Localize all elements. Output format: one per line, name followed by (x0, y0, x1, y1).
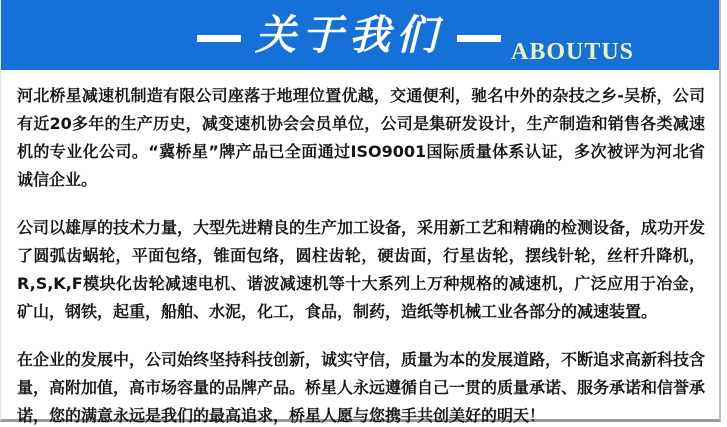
page-title-text: 关于我们 (255, 11, 443, 59)
title-dash-left: — (197, 0, 241, 74)
paragraph-company-intro: 河北桥星减速机制造有限公司座落于地理位置优越，交通便利，驰名中外的杂技之乡-吴桥，公司有近20多年的生产历史，减变速机协会会员单位，公司是集研发设计，生产制造和销售各类减速机的专业化公司。“冀桥星”牌产品已全面通过ISO9001国际质量体系认证，多次被评为河北省诚信企业。 (17, 86, 705, 189)
page-subtitle-en: ABOUTUS (511, 39, 635, 65)
paragraph-products: 公司以雄厚的技术力量，大型先进精良的生产加工设备，采用新工艺和精确的检测设备，成功开发了圆弧齿蜗轮，平面包络，锥面包络，圆柱齿轮，硬齿面，行星齿轮，摆线针轮，丝杆升降机，R,S,K,F模块化齿轮减速电机、谐波减速机等十大系列上万种规格的减速机，广泛应用于冶金，矿山，钢铁，起重，船舶、水泥，化工，食品，制药，造纸等机械工业各部分的减速装置。 (17, 218, 706, 321)
page-title (197, 0, 501, 74)
header-banner (1, 0, 719, 74)
title-dash-right: — (457, 0, 501, 74)
paragraph-philosophy: 在企业的发展中，公司始终坚持科技创新，诚实守信，质量为本的发展道路，不断追求高新科技含量，高附加值，高市场容量的品牌产品。桥星人永远遵循自己一贯的质量承诺、服务承诺和信誉承诺，您的满意永远是我们的最高追求，桥星人愿与您携手共创美好的明天！ (17, 350, 706, 425)
about-content (1, 70, 719, 427)
